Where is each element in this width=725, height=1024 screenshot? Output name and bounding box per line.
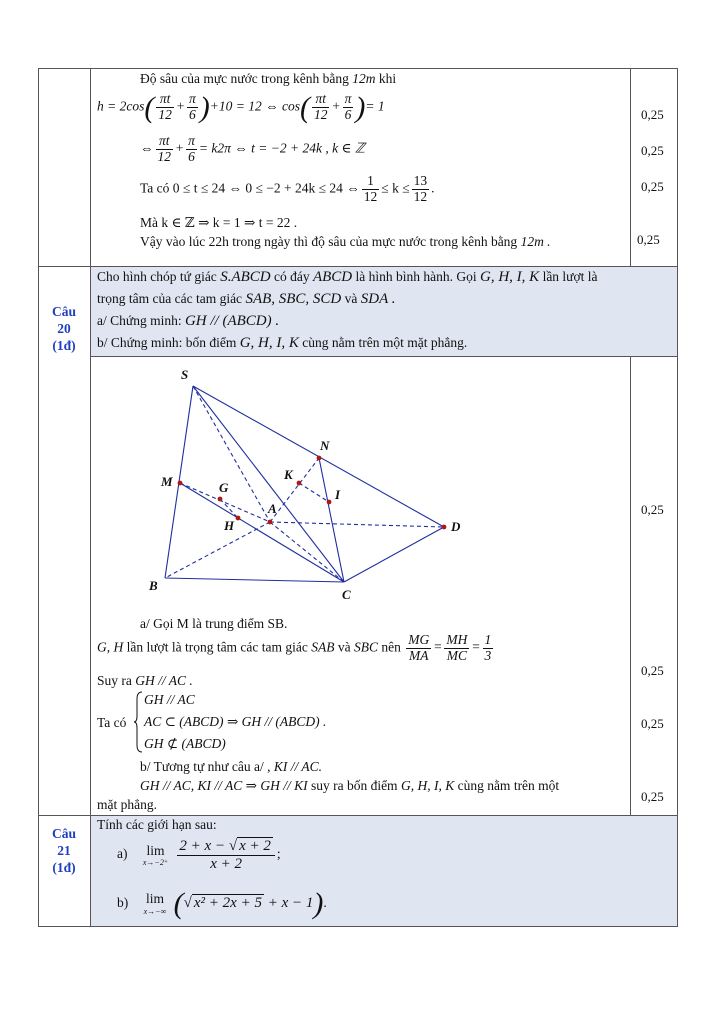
table-row-divider	[38, 266, 678, 267]
edge-SA	[193, 386, 270, 522]
q20-sys-line-3: GH ⊄ (ABCD)	[144, 736, 226, 751]
q20-label: Câu 20 (1đ)	[51, 304, 76, 353]
score-cell: 0,25	[641, 789, 664, 804]
q21-label: Câu 21 (1đ)	[51, 826, 76, 875]
label-S: S	[181, 367, 189, 382]
edge-AB	[165, 522, 270, 578]
q19-solve-t: ⇔ $\frac{\pi t}{12}$ + $\frac{\pi}{6}$ = k2π ⇔ t = −2 + 24k , k ∈ ℤ	[140, 133, 365, 164]
system-brace	[134, 691, 144, 753]
table-border-right	[677, 68, 678, 927]
label-N: N	[320, 438, 330, 453]
segment-MC	[180, 483, 344, 582]
table-border-left	[38, 68, 39, 927]
label-G: G	[219, 480, 229, 495]
q20-sol-taco: Ta có	[97, 715, 127, 730]
point-G	[218, 497, 223, 502]
segment-CN	[319, 458, 344, 582]
point-M	[178, 481, 183, 486]
q20-prompt-line-4: b/ Chứng minh: bốn điểm G, H, I, K cùng nằm trên một mặt phẳng.	[97, 335, 468, 351]
q20-prompt-line-2: trọng tâm của các tam giác SAB, SBC, SCD và SDA .	[97, 291, 396, 307]
label-D: D	[451, 519, 461, 534]
label-H: H	[224, 518, 235, 533]
q20-sol-b2: GH // AC, KI // AC ⇒ GH // KI suy ra bốn điểm G, H, I, K cùng nằm trên một	[140, 778, 560, 793]
q21-intro: Tính các giới hạn sau:	[97, 817, 217, 832]
edge-AD	[270, 522, 444, 527]
q19-range-k: Ta có 0 ≤ t ≤ 24 ⇔ 0 ≤ −2 + 24k ≤ 24 ⇔ $\frac{1}{12}$ ≤ k ≤ $\frac{13}{12}$ .	[140, 173, 435, 204]
score-cell: 0,25	[641, 143, 664, 158]
q20-sol-b1: b/ Tương tự như câu a/ , KI // AC.	[140, 759, 322, 774]
label-A: A	[268, 501, 277, 516]
edge-SC	[193, 386, 344, 582]
q21-part-a: a) lim x→−2⁺ $\frac{2 + x - √ x + 2}{x + 2}$ ;	[117, 838, 281, 872]
label-C: C	[342, 587, 351, 602]
point-K	[297, 481, 302, 486]
point-N	[317, 456, 322, 461]
score-cell: 0,25	[641, 179, 664, 194]
table-row-divider	[38, 815, 678, 816]
table-border-top	[38, 68, 678, 69]
edge-CD	[344, 527, 444, 582]
score-cell: 0,25	[641, 663, 664, 678]
point-D	[442, 525, 447, 530]
label-B: B	[149, 578, 158, 593]
score-cell: 0,25	[641, 502, 664, 517]
q20-sys-line-2: AC ⊂ (ABCD) ⇒ GH // (ABCD) .	[144, 714, 327, 729]
q20-prompt-line-3: a/ Chứng minh: GH // (ABCD) .	[97, 313, 280, 329]
point-H	[236, 516, 241, 521]
q19-k-value: Mà k ∈ ℤ ⇒ k = 1 ⇒ t = 22 .	[140, 215, 298, 230]
table-row-divider	[90, 356, 678, 357]
label-K: K	[284, 467, 293, 482]
edge-BC	[165, 578, 344, 582]
q20-sys-line-1: GH // AC	[144, 692, 195, 707]
q20-sol-b3: mặt phẳng.	[97, 797, 157, 812]
q20-sol-suyra: Suy ra GH // AC .	[97, 673, 193, 688]
q20-sol-a2: G, H lần lượt là trọng tâm các tam giác SAB và SBC nên $\frac{MG}{MA}$ = $\frac{MH}{MC}$ = $\frac{1}{3}$	[97, 632, 492, 663]
table-score-divider	[630, 68, 631, 266]
table-score-divider	[630, 356, 631, 815]
table-border-bottom	[38, 926, 678, 927]
label-M: M	[161, 474, 173, 489]
score-cell: 0,25	[641, 716, 664, 731]
q19-conclusion: Vậy vào lúc 22h trong ngày thì độ sâu của mực nước trong kênh bằng 12m .	[140, 234, 551, 249]
q20-prompt-line-1: Cho hình chóp tứ giác S.ABCD có đáy ABCD là hình bình hành. Gọi G, H, I, K lần lượt là	[97, 269, 598, 285]
point-A	[268, 520, 273, 525]
score-cell: 0,25	[641, 107, 664, 122]
q21-part-b: b) lim x→−∞ (√ x² + 2x + 5 + x − 1).	[117, 887, 327, 920]
q20-sol-a1: a/ Gọi M là trung điểm SB.	[140, 616, 288, 631]
pyramid-figure	[140, 362, 470, 607]
point-I	[327, 500, 332, 505]
label-I: I	[335, 487, 341, 502]
segment-AN	[270, 458, 319, 522]
q19-cos-equation: h = 2cos( $\frac{\pi t}{12}$ + $\frac{\pi}{6}$ )+10 = 12 ⇔ cos( $\frac{\pi t}{12}$ + $\frac{\pi}{6}$ )= 1	[97, 90, 385, 124]
q19-depth-line: Độ sâu của mực nước trong kênh bằng 12m khi	[140, 71, 397, 86]
table-col-divider	[90, 68, 91, 927]
edge-AC	[270, 522, 344, 582]
score-cell: 0,25	[637, 232, 660, 247]
